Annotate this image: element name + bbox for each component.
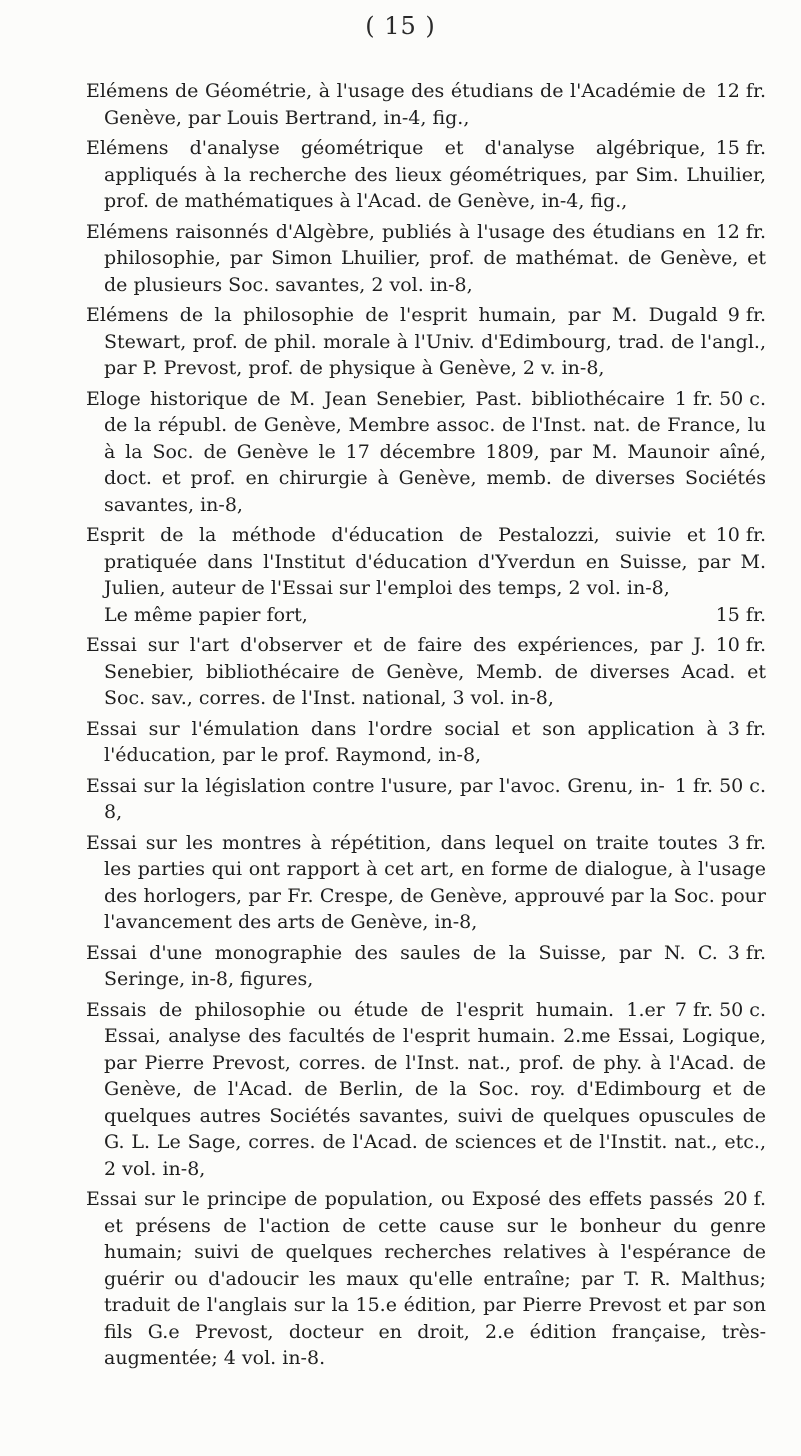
subentry-text: Le même papier fort, <box>104 603 308 626</box>
entry-price: 3 fr. <box>727 717 766 740</box>
catalogue-subentry <box>86 602 766 629</box>
catalogue-entry <box>86 773 766 826</box>
entry-text: Elémens de Géométrie, à l'usage des étudians de l'Académie de Genève, par Louis Bertrand, in-4, fig., <box>86 80 706 129</box>
entry-text: Essai sur la législation contre l'usure, par l'avoc. Grenu, in-8, <box>86 774 665 823</box>
catalogue-entry <box>86 522 766 602</box>
catalogue-entry <box>86 219 766 299</box>
entry-price: 9 fr. <box>727 304 766 326</box>
catalogue-entry <box>86 135 766 215</box>
entry-price: 1 fr. 50 c. <box>674 387 766 410</box>
catalogue-entry <box>86 997 766 1183</box>
entry-text: Essais de philosophie ou étude de l'esprit humain. 1.er Essai, analyse des facultés de l'esprit humain. 2.me Essai, Logique, par Pierre Prevost, corres. de l'Inst. nat., prof. de phy. à l'Acad. de Genève, de l'Acad. de Berlin, de la Soc. roy. d'Edimbourg et de quelques autres Sociétés savantes, suivi de quelques opuscules de G. L. Le Sage, corres. de l'Acad. de sciences et de l'Instit. nat., etc., 2 vol. in-8, <box>86 998 766 1180</box>
entry-text: Essai d'une monographie des saules de la Suisse, par N. C. Seringe, in-8, figures, <box>86 941 718 990</box>
entry-price: 7 fr. 50 c. <box>674 998 766 1021</box>
catalogue-entry <box>86 632 766 712</box>
entry-price: 3 fr. <box>727 831 766 854</box>
entry-text: Essai sur les montres à répétition, dans lequel on traite toutes les parties qui ont rapport à cet art, en forme de dialogue, à l'usage des horlogers, par Fr. Crespe, de Genève, approuvé par la Soc. pour l'avancement des arts de Genève, in-8, <box>86 831 766 933</box>
catalogue-entry <box>86 78 766 131</box>
entry-price: 15 fr. <box>715 137 766 159</box>
catalogue-entry <box>86 302 766 382</box>
entry-text: Essai sur le principe de population, ou Exposé des effets passés et présens de l'action de cette cause sur le bonheur du genre humain; suivi de quelques recherches relatives à l'espérance de guérir ou d'adoucir les maux qu'elle entraîne; par T. R. Malthus; traduit de l'anglais sur la 15.e édition, par Pierre Prevost et par son fils G.e Prevost, docteur en droit, 2.e édition française, très-augmentée; 4 vol. in-8. <box>86 1188 766 1369</box>
entry-text: Elémens de la philosophie de l'esprit humain, par M. Dugald Stewart, prof. de phil. morale à l'Univ. d'Edimbourg, trad. de l'angl., par P. Prevost, prof. de physique à Genève, 2 v. in-8, <box>86 304 766 379</box>
entry-price: 20 f. <box>723 1188 766 1210</box>
entry-price: 1 fr. 50 c. <box>674 774 766 797</box>
page-number: ( 15 ) <box>365 12 436 40</box>
entry-price: 3 fr. <box>727 941 766 964</box>
catalogue-entry <box>86 830 766 936</box>
entry-text: Essai sur l'émulation dans l'ordre social et son application à l'éducation, par le prof. Raymond, in-8, <box>86 717 718 766</box>
catalogue-entry <box>86 716 766 769</box>
subentry-price: 15 fr. <box>715 603 766 626</box>
catalogue-entry <box>86 386 766 519</box>
catalogue-entries <box>86 78 766 1376</box>
entry-text: Esprit de la méthode d'éducation de Pestalozzi, suivie et pratiquée dans l'Institut d'éducation d'Yverdun en Suisse, par M. Julien, auteur de l'Essai sur l'emploi des temps, 2 vol. in-8, <box>86 524 766 599</box>
entry-text: Eloge historique de M. Jean Senebier, Past. bibliothécaire de la républ. de Genève, Membre assoc. de l'Inst. nat. de France, lu à la Soc. de Genève le 17 décembre 1809, par M. Maunoir aîné, doct. et prof. en chirurgie à Genève, memb. de diverses Sociétés savantes, in-8, <box>86 387 766 516</box>
entry-price: 10 fr. <box>715 524 766 546</box>
entry-text: Essai sur l'art d'observer et de faire des expériences, par J. Senebier, bibliothécaire de Genève, Memb. de diverses Acad. et Soc. sav., corres. de l'Inst. national, 3 vol. in-8, <box>86 634 766 709</box>
entry-price: 12 fr. <box>715 220 766 243</box>
entry-price: 10 fr. <box>715 634 766 656</box>
entry-text: Elémens d'analyse géométrique et d'analyse algébrique, appliqués à la recherche des lieux géométriques, par Sim. Lhuilier, prof. de mathématiques à l'Acad. de Genève, in-4, fig., <box>86 137 766 212</box>
entry-price: 12 fr. <box>715 80 766 102</box>
catalogue-entry <box>86 940 766 993</box>
catalogue-entry <box>86 1186 766 1372</box>
entry-text: Elémens raisonnés d'Algèbre, publiés à l'usage des étudians en philosophie, par Simon Lhuilier, prof. de mathémat. de Genève, et de plusieurs Soc. savantes, 2 vol. in-8, <box>86 220 766 296</box>
